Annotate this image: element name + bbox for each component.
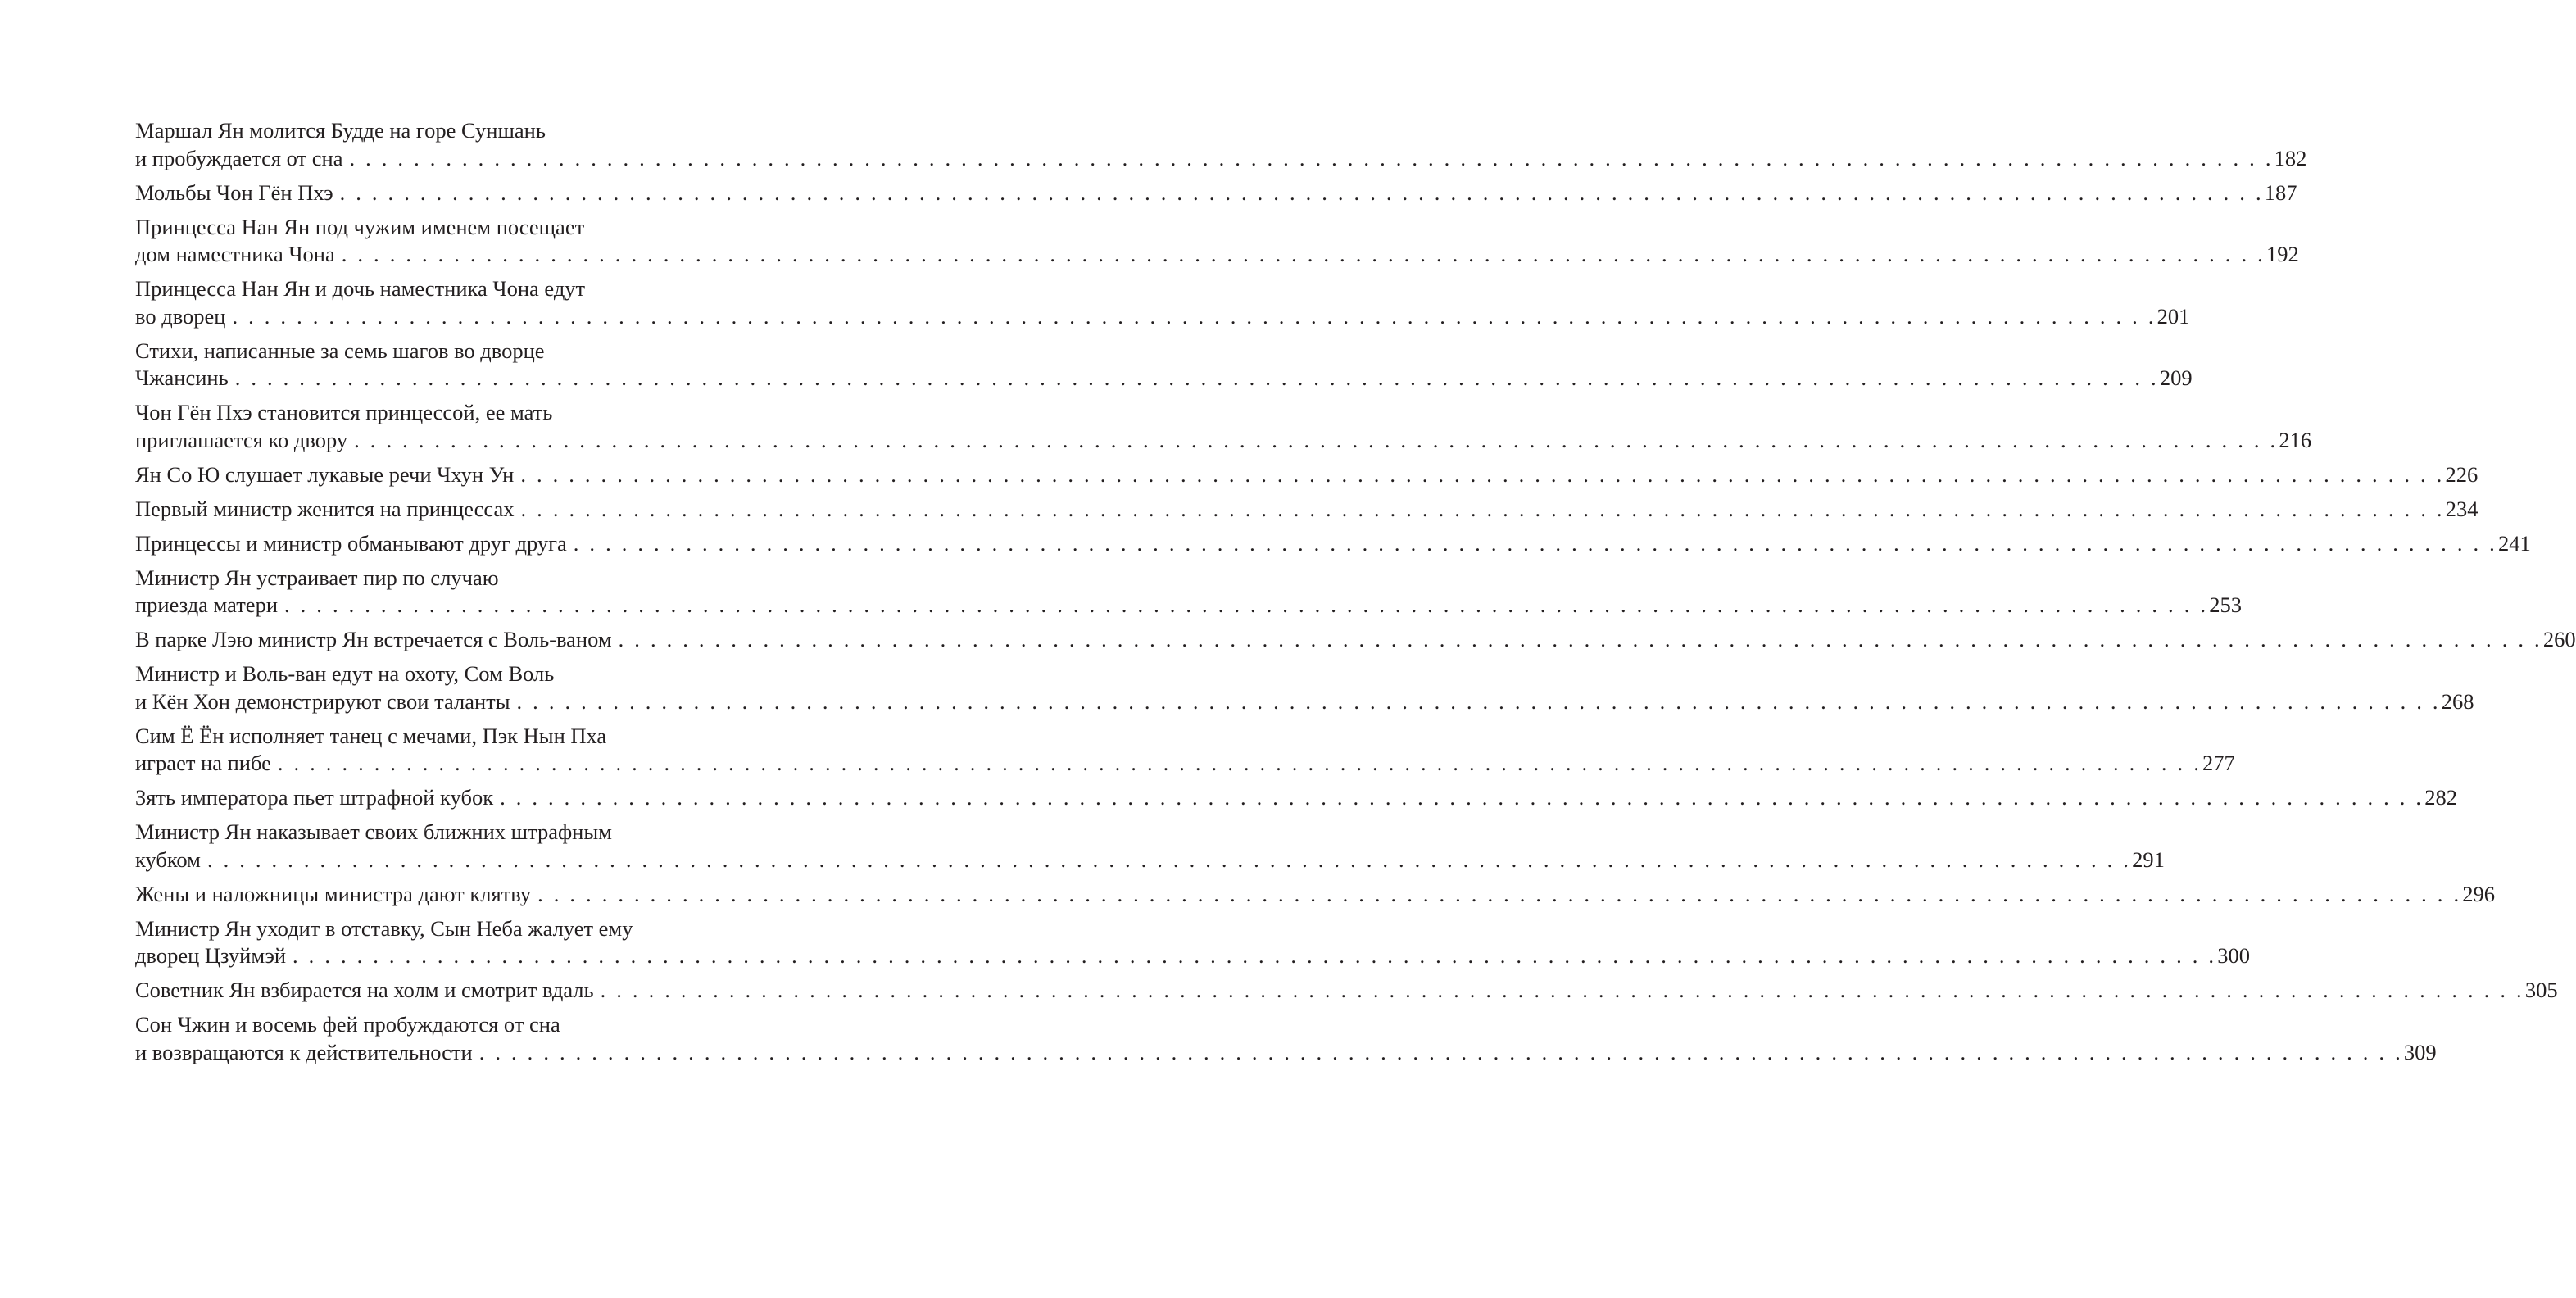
toc-entry-title: Первый министр женится на принцессах (135, 496, 515, 521)
toc-entry-line (135, 881, 2496, 909)
dot-leader: . . . . . . . . . . . . . . . . . . . . . . . . . . . . . . . . . . . . . . . . . . . . . . . . . . . . . . . . . . . . . . . . . . . . . . . . . . . . . . . . . . . . . . . . . . . . . . . . . . . . . . . . . . . . . . . . . . . . . . . . (232, 303, 2156, 329)
toc-entry-title: Сим Ё Ён исполняет танец с мечами, Пэк Нын Пха (135, 723, 607, 748)
toc-page-number: 309 (2403, 1039, 2437, 1064)
toc-page-number: 296 (2462, 881, 2496, 906)
dot-leader: . . . . . . . . . . . . . . . . . . . . . . . . . . . . . . . . . . . . . . . . . . . . . . . . . . . . . . . . . . . . . . . . . . . . . . . . . . . . . . . . . . . . . . . . . . . . . . . . . . . . . . . . . . . . . . . . . . . . . . . . (341, 242, 2265, 266)
toc-entry-title: Принцесса Нан Ян и дочь наместника Чона едут (135, 276, 586, 301)
dot-leader: . . . . . . . . . . . . . . . . . . . . . . . . . . . . . . . . . . . . . . . . . . . . . . . . . . . . . . . . . . . . . . . . . . . . . . . . . . . . . . . . . . . . . . . . . . . . . . . . . . . . . . . . . . . . . . . . . . . . . . . . (234, 365, 2159, 390)
toc-page-number: 300 (2217, 943, 2250, 968)
dot-leader: . . . . . . . . . . . . . . . . . . . . . . . . . . . . . . . . . . . . . . . . . . . . . . . . . . . . . . . . . . . . . . . . . . . . . . . . . . . . . . . . . . . . . . . . . . . . . . . . . . . . . . . . . . . . . . . . . . . . . . . . (277, 751, 2202, 775)
toc-entry (135, 977, 2558, 1005)
toc-page-number: 209 (2159, 365, 2193, 390)
toc-entry-title: Принцесса Нан Ян под чужим именем посещает (135, 214, 585, 239)
toc-entry-line (135, 660, 717, 688)
dot-leader: . . . . . . . . . . . . . . . . . . . . . . . . . . . . . . . . . . . . . . . . . . . . . . . . . . . . . . . . . . . . . . . . . . . . . . . . . . . . . . . . . . . . . . . . . . . . . . . . . . . . . . . . . . . . . . . . . . . . . . . . (284, 592, 2209, 617)
toc-entry (135, 565, 2242, 620)
toc-entry (135, 117, 2307, 172)
toc-entry (135, 723, 2235, 778)
toc-entry-title: Принцессы и министр обманывают друг друга (135, 530, 567, 556)
toc-entry-line (135, 750, 2235, 778)
toc-entry (135, 881, 2496, 909)
toc-entry (135, 626, 2576, 654)
toc-page-number: 268 (2441, 688, 2474, 714)
toc-page-number: 216 (2279, 427, 2312, 452)
toc-entry-title: дворец Цзуймэй (135, 943, 287, 968)
dot-leader: . . . . . . . . . . . . . . . . . . . . . . . . . . . . . . . . . . . . . . . . . . . . . . . . . . . . . . . . . . . . . . . . . . . . . . . . . . . . . . . . . . . . . . . . . . . . . . . . . . . . . . . . . . . . . . . . . . . . . . . . (500, 785, 2424, 810)
toc-entry-title: Министр Ян наказывает своих ближних штрафным (135, 819, 612, 844)
toc-entry-title: приглашается ко двору (135, 427, 348, 452)
toc-entry-line (135, 461, 2478, 489)
toc-page-number: 187 (2264, 179, 2297, 205)
toc-entry-line (135, 338, 717, 365)
toc-page-number: 253 (2209, 592, 2242, 617)
toc-entry-line (135, 179, 2297, 207)
toc-page-number: 291 (2132, 846, 2165, 872)
table-of-contents (135, 117, 2576, 1073)
toc-entry-line (135, 399, 717, 427)
dot-leader: . . . . . . . . . . . . . . . . . . . . . . . . . . . . . . . . . . . . . . . . . . . . . . . . . . . . . . . . . . . . . . . . . . . . . . . . . . . . . . . . . . . . . . . . . . . . . . . . . . . . . . . . . . . . . . . . . . . . . . . . (206, 846, 2132, 872)
toc-page-number: 201 (2156, 303, 2190, 329)
toc-entry-title: Маршал Ян молится Будде на горе Суншань (135, 118, 546, 143)
toc-entry-line (135, 942, 2250, 970)
toc-entry-line (135, 530, 2531, 558)
toc-page-number: 234 (2445, 496, 2478, 521)
dot-leader: . . . . . . . . . . . . . . . . . . . . . . . . . . . . . . . . . . . . . . . . . . . . . . . . . . . . . . . . . . . . . . . . . . . . . . . . . . . . . . . . . . . . . . . . . . . . . . . . . . . . . . . . . . . . . . . . . . . . . . . . (516, 688, 2441, 714)
toc-entry-title: кубком (135, 846, 201, 872)
toc-entry-title: Советник Ян взбирается на холм и смотрит вдаль (135, 978, 594, 1002)
toc-entry (135, 338, 2193, 393)
toc-entry-line (135, 496, 2478, 524)
toc-entry-title: Министр Ян уходит в отставку, Сын Неба жалует ему (135, 915, 633, 941)
dot-leader: . . . . . . . . . . . . . . . . . . . . . . . . . . . . . . . . . . . . . . . . . . . . . . . . . . . . . . . . . . . . . . . . . . . . . . . . . . . . . . . . . . . . . . . . . . . . . . . . . . . . . . . . . . . . . . . . . . . . . . . . (478, 1039, 2403, 1064)
toc-entry-title: Ян Со Ю слушает лукавые речи Чхун Ун (135, 461, 515, 487)
toc-entry (135, 179, 2297, 207)
toc-entry-title: дом наместника Чона (135, 242, 335, 266)
dot-leader: . . . . . . . . . . . . . . . . . . . . . . . . . . . . . . . . . . . . . . . . . . . . . . . . . . . . . . . . . . . . . . . . . . . . . . . . . . . . . . . . . . . . . . . . . . . . . . . . . . . . . . . . . . . . . . . . . . . . . . . . (600, 978, 2524, 1002)
toc-page-number: 182 (2274, 145, 2307, 170)
dot-leader: . . . . . . . . . . . . . . . . . . . . . . . . . . . . . . . . . . . . . . . . . . . . . . . . . . . . . . . . . . . . . . . . . . . . . . . . . . . . . . . . . . . . . . . . . . . . . . . . . . . . . . . . . . . . . . . . . . . . . . . . (573, 530, 2497, 556)
toc-entry-line (135, 214, 717, 242)
toc-entry-line (135, 626, 2576, 654)
toc-entry-title: Зять императора пьет штрафной кубок (135, 785, 494, 810)
toc-entry-line (135, 846, 2165, 874)
dot-leader: . . . . . . . . . . . . . . . . . . . . . . . . . . . . . . . . . . . . . . . . . . . . . . . . . . . . . . . . . . . . . . . . . . . . . . . . . . . . . . . . . . . . . . . . . . . . . . . . . . . . . . . . . . . . . . . . . . . . . . . . (520, 461, 2445, 487)
toc-entry-title: и Кён Хон демонстрируют свои таланты (135, 688, 510, 714)
toc-entry (135, 660, 2474, 715)
toc-entry-title: и возвращаются к действительности (135, 1039, 473, 1064)
toc-entry-line (135, 1011, 717, 1039)
toc-entry-title: приезда матери (135, 592, 278, 617)
toc-entry-title: Министр и Воль-ван едут на охоту, Сом Воль (135, 661, 555, 686)
dot-leader: . . . . . . . . . . . . . . . . . . . . . . . . . . . . . . . . . . . . . . . . . . . . . . . . . . . . . . . . . . . . . . . . . . . . . . . . . . . . . . . . . . . . . . . . . . . . . . . . . . . . . . . . . . . . . . . . . . . . . . . . (354, 427, 2279, 452)
toc-entry-title: Сон Чжин и восемь фей пробуждаются от сна (135, 1012, 560, 1037)
toc-entry-title: и пробуждается от сна (135, 145, 343, 170)
toc-entry-line (135, 117, 717, 145)
toc-page-number: 260 (2542, 627, 2576, 651)
dot-leader: . . . . . . . . . . . . . . . . . . . . . . . . . . . . . . . . . . . . . . . . . . . . . . . . . . . . . . . . . . . . . . . . . . . . . . . . . . . . . . . . . . . . . . . . . . . . . . . . . . . . . . . . . . . . . . . . . . . . . . . . (349, 145, 2274, 170)
toc-entry (135, 915, 2250, 970)
toc-entry-line (135, 427, 2312, 455)
toc-entry-line (135, 819, 717, 846)
toc-page-number: 226 (2445, 461, 2478, 487)
toc-entry (135, 1011, 2437, 1066)
dot-leader: . . . . . . . . . . . . . . . . . . . . . . . . . . . . . . . . . . . . . . . . . . . . . . . . . . . . . . . . . . . . . . . . . . . . . . . . . . . . . . . . . . . . . . . . . . . . . . . . . . . . . . . . . . . . . . . . . . . . . . . . (618, 627, 2542, 651)
toc-entry-title: Мольбы Чон Гён Пхэ (135, 179, 333, 205)
toc-entry-line (135, 723, 717, 751)
toc-entry-title: во дворец (135, 303, 226, 329)
toc-entry (135, 530, 2531, 558)
toc-entry-title: играет на пибе (135, 751, 271, 775)
toc-entry-line (135, 241, 2299, 269)
dot-leader: . . . . . . . . . . . . . . . . . . . . . . . . . . . . . . . . . . . . . . . . . . . . . . . . . . . . . . . . . . . . . . . . . . . . . . . . . . . . . . . . . . . . . . . . . . . . . . . . . . . . . . . . . . . . . . . . . . . . . . . . (537, 881, 2462, 906)
toc-entry (135, 275, 2190, 330)
toc-entry-line (135, 303, 2190, 331)
dot-leader: . . . . . . . . . . . . . . . . . . . . . . . . . . . . . . . . . . . . . . . . . . . . . . . . . . . . . . . . . . . . . . . . . . . . . . . . . . . . . . . . . . . . . . . . . . . . . . . . . . . . . . . . . . . . . . . . . . . . . . . . (293, 943, 2217, 968)
toc-entry-title: Жены и наложницы министра дают клятву (135, 881, 532, 906)
toc-entry-title: Чон Гён Пхэ становится принцессой, ее мать (135, 400, 553, 424)
toc-entry-line (135, 275, 717, 303)
toc-entry-title: Чжансинь (135, 365, 229, 390)
dot-leader: . . . . . . . . . . . . . . . . . . . . . . . . . . . . . . . . . . . . . . . . . . . . . . . . . . . . . . . . . . . . . . . . . . . . . . . . . . . . . . . . . . . . . . . . . . . . . . . . . . . . . . . . . . . . . . . . . . . . . . . . (520, 496, 2445, 521)
dot-leader: . . . . . . . . . . . . . . . . . . . . . . . . . . . . . . . . . . . . . . . . . . . . . . . . . . . . . . . . . . . . . . . . . . . . . . . . . . . . . . . . . . . . . . . . . . . . . . . . . . . . . . . . . . . . . . . . . . . . . . . . (339, 179, 2264, 205)
toc-entry-line (135, 977, 2558, 1005)
toc-page-number: 192 (2265, 242, 2299, 266)
toc-entry-line (135, 1039, 2437, 1067)
toc-page-number: 282 (2424, 785, 2458, 810)
toc-page-number: 305 (2524, 978, 2558, 1002)
toc-entry-title: В парке Лэю министр Ян встречается с Воль-ваном (135, 627, 612, 651)
toc-entry-line (135, 592, 2242, 620)
toc-entry-title: Министр Ян устраивает пир по случаю (135, 565, 499, 590)
toc-entry (135, 819, 2165, 874)
toc-entry-line (135, 784, 2458, 812)
toc-page-number: 241 (2497, 530, 2531, 556)
toc-entry (135, 214, 2299, 269)
toc-entry-line (135, 915, 717, 943)
toc-entry (135, 496, 2478, 524)
toc-entry (135, 461, 2478, 489)
toc-entry-line (135, 565, 717, 592)
toc-entry (135, 399, 2312, 454)
toc-entry-title: Стихи, написанные за семь шагов во дворце (135, 338, 545, 363)
toc-page-number: 277 (2202, 751, 2235, 775)
toc-entry-line (135, 145, 2307, 173)
toc-entry-line (135, 365, 2193, 393)
toc-entry (135, 784, 2458, 812)
toc-entry-line (135, 688, 2474, 716)
